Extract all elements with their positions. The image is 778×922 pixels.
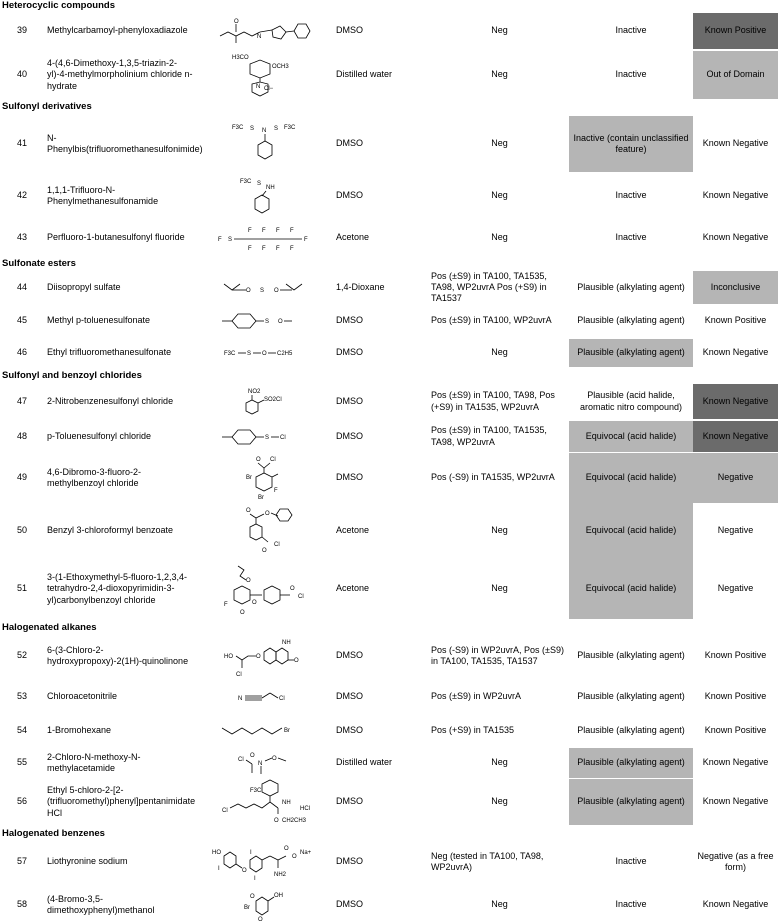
compound-name: Methyl p-toluenesulfonate (47, 315, 151, 326)
compound-name: 3-(1-Ethoxymethyl-5-fluoro-1,2,3,4-tetrahydro-2,4-dioxopyrimidin-3-yl)carbonylbenzoyl chloride (47, 572, 188, 605)
row-number: 41 (16, 138, 27, 149)
expert-review: Known Negative (702, 757, 769, 768)
prediction: Inactive (615, 69, 647, 80)
compound-name: 4-(4,6-Dimethoxy-1,3,5-triazin-2-yl)-4-methylmorpholinium chloride n-hydrate (47, 58, 193, 91)
svg-text:F3C: F3C (284, 125, 296, 131)
compound-name: p-Toluenesulfonyl chloride (47, 430, 152, 441)
svg-text:Cl: Cl (270, 457, 276, 463)
structure-methyl-tosylate (210, 306, 320, 336)
expert-review: Out of Domain (693, 51, 778, 99)
svg-text:Cl−: Cl− (264, 86, 274, 92)
structure-liothyronine (210, 841, 320, 883)
svg-text:OH: OH (274, 893, 283, 899)
svg-text:Na+: Na+ (300, 850, 312, 856)
svg-text:Cl: Cl (274, 542, 280, 548)
row-number: 40 (16, 69, 27, 80)
row-number: 43 (16, 232, 27, 243)
solvent: DMSO (336, 472, 363, 483)
svg-text:O: O (252, 600, 257, 606)
svg-text:S: S (265, 434, 270, 441)
svg-text:O: O (284, 846, 289, 852)
structure-benzyl-chloroformyl-benzoate (210, 503, 320, 559)
ames-result: Pos (-S9) in TA1535, WP2uvrA (431, 472, 555, 483)
solvent: DMSO (336, 650, 363, 661)
structure-bromohexane (210, 715, 320, 747)
row-number: 50 (16, 525, 27, 536)
expert-review: Known Negative (693, 384, 778, 419)
svg-text:O: O (258, 917, 263, 922)
expert-review: Known Negative (702, 899, 769, 910)
row-number: 57 (16, 856, 27, 867)
svg-text:OCH3: OCH3 (272, 64, 289, 70)
table-row (0, 715, 778, 747)
compound-name: 6-(3-Chloro-2-hydroxypropoxy)-2(1H)-quinolinone (47, 644, 189, 666)
table-row (0, 222, 778, 254)
solvent: Acetone (336, 525, 370, 536)
ames-result: Neg (491, 347, 508, 358)
prediction: Plausible (alkylating agent) (577, 725, 685, 736)
compound-name: N-Phenylbis(trifluoromethanesulfonimide) (47, 132, 203, 154)
structure-pentanimidate-hcl (210, 779, 320, 825)
section-sulfonate-esters: Sulfonate esters (2, 258, 76, 269)
compound-name: 2-Chloro-N-methoxy-N-methylacetamide (47, 751, 141, 773)
row-number: 58 (16, 899, 27, 910)
structure-diisopropyl-sulfate (210, 271, 320, 304)
row-number: 47 (16, 395, 27, 406)
svg-text:O: O (246, 287, 251, 294)
prediction: Plausible (alkylating agent) (577, 281, 685, 292)
ames-result: Pos (±S9) in TA100, TA1535, TA98, WP2uvrA (431, 425, 547, 447)
svg-text:O: O (242, 868, 247, 874)
prediction: Equivocal (acid halide) (569, 503, 693, 559)
structure-nitrobenzenesulfonyl-chloride (210, 384, 320, 419)
table-row (0, 384, 778, 419)
svg-text:S: S (228, 237, 233, 243)
solvent: Acetone (336, 583, 370, 594)
svg-text:Cl: Cl (279, 696, 285, 702)
svg-text:O: O (274, 287, 279, 294)
svg-text:O: O (256, 457, 261, 463)
row-number: 48 (16, 430, 27, 441)
structure-ethyl-triflate (210, 339, 320, 367)
compound-name: Perfluoro-1-butanesulfonyl fluoride (47, 232, 185, 243)
expert-review: Known Negative (702, 138, 769, 149)
svg-text:F3C: F3C (224, 351, 236, 357)
prediction: Inactive (615, 232, 647, 243)
svg-text:O: O (262, 351, 267, 357)
ames-result: Neg (491, 190, 508, 201)
table-row (0, 748, 778, 778)
ames-result: Neg (491, 796, 508, 807)
ames-result: Neg (491, 583, 508, 594)
svg-text:O: O (274, 818, 279, 824)
solvent: DMSO (336, 25, 363, 36)
row-number: 42 (16, 190, 27, 201)
structure-triflanilide (210, 173, 320, 219)
row-number: 44 (16, 281, 27, 292)
svg-text:F3C: F3C (232, 125, 244, 131)
svg-text:O: O (290, 586, 295, 592)
prediction: Inactive (contain unclassified feature) (569, 116, 693, 172)
compound-name: 4,6-Dibromo-3-fluoro-2-methylbenzoyl chloride (47, 466, 142, 488)
svg-text:Cl: Cl (298, 594, 304, 600)
ames-result: Neg (491, 25, 508, 36)
table-row (0, 306, 778, 336)
row-number: 52 (16, 650, 27, 661)
svg-text:NH: NH (282, 640, 291, 646)
ames-result: Neg (491, 899, 508, 910)
svg-text:F: F (218, 237, 222, 243)
solvent: DMSO (336, 395, 363, 406)
prediction: Equivocal (acid halide) (569, 559, 693, 619)
svg-text:Br: Br (246, 475, 252, 481)
svg-text:Cl: Cl (236, 672, 242, 678)
compound-name: Liothyronine sodium (47, 856, 128, 867)
section-sulfonyl-derivatives: Sulfonyl derivatives (2, 101, 92, 112)
svg-text:F3C: F3C (250, 788, 262, 794)
ames-result: Pos (±S9) in WP2uvrA (431, 691, 521, 702)
ames-result: Pos (±S9) in TA100, TA98, Pos (+S9) in TA1535, WP2uvrA (431, 390, 555, 412)
table-row (0, 51, 778, 99)
svg-text:CH2CH3: CH2CH3 (282, 818, 307, 824)
solvent: DMSO (336, 315, 363, 326)
structure-chlorohydroxypropoxy-quinolinone (210, 633, 320, 679)
svg-text:O: O (250, 894, 255, 900)
solvent: DMSO (336, 430, 363, 441)
svg-text:O: O (292, 854, 297, 860)
table-row (0, 888, 778, 922)
table-row (0, 503, 778, 559)
expert-review: Known Positive (693, 13, 778, 49)
expert-review: Negative (717, 525, 754, 536)
table-row (0, 271, 778, 304)
ames-result: Neg (491, 757, 508, 768)
table-row (0, 421, 778, 452)
expert-review: Negative (as a free form) (697, 850, 774, 872)
table-row (0, 13, 778, 49)
svg-text:F: F (262, 228, 266, 234)
svg-text:O: O (278, 319, 283, 325)
prediction: Equivocal (acid halide) (569, 453, 693, 503)
structure-fluorouracil-benzoyl-chloride (210, 559, 320, 619)
prediction: Plausible (acid halide, aromatic nitro compound) (579, 390, 683, 412)
row-number: 45 (16, 315, 27, 326)
structure-triazinyl-morpholinium (210, 51, 320, 99)
svg-text:HO: HO (224, 654, 233, 660)
svg-text:SO2Cl: SO2Cl (264, 396, 282, 403)
row-number: 39 (16, 25, 27, 36)
structure-bis-triflimide (210, 116, 320, 172)
solvent: 1,4-Dioxane (336, 281, 385, 292)
expert-review: Negative (693, 453, 778, 503)
svg-text:S: S (257, 181, 262, 187)
solvent: DMSO (336, 899, 363, 910)
prediction: Plausible (alkylating agent) (577, 315, 685, 326)
solvent: DMSO (336, 691, 363, 702)
expert-review: Known Negative (693, 421, 778, 452)
svg-text:N: N (257, 34, 262, 40)
expert-review: Negative (717, 583, 754, 594)
compound-name: Diisopropyl sulfate (47, 281, 121, 292)
ames-result: Neg (491, 525, 508, 536)
svg-text:O: O (246, 578, 251, 584)
prediction: Equivocal (acid halide) (569, 421, 693, 452)
table-row (0, 116, 778, 172)
row-number: 55 (16, 757, 27, 768)
compound-name: 1-Bromohexane (47, 725, 112, 736)
svg-text:F: F (224, 602, 228, 608)
prediction: Plausible (alkylating agent) (569, 779, 693, 825)
svg-text:F: F (274, 488, 278, 494)
compound-name: 2-Nitrobenzenesulfonyl chloride (47, 395, 174, 406)
section-halogenated-alkanes: Halogenated alkanes (2, 622, 97, 633)
svg-text:F: F (304, 237, 308, 243)
compound-name: Methylcarbamoyl-phenyloxadiazole (47, 25, 188, 36)
table-row (0, 173, 778, 219)
table-row (0, 841, 778, 883)
row-number: 46 (16, 347, 27, 358)
ames-result: Pos (±S9) in TA100, TA1535, TA98, WP2uvrA Pos (+S9) in TA1537 (431, 270, 547, 304)
structure-chloroacetonitrile (210, 681, 320, 713)
svg-text:F: F (276, 228, 280, 234)
prediction: Plausible (alkylating agent) (569, 339, 693, 367)
svg-text:O: O (240, 610, 245, 616)
ames-result: Neg (491, 232, 508, 243)
section-heterocyclic: Heterocyclic compounds (2, 0, 115, 11)
ames-result: Neg (tested in TA100, TA98, WP2uvrA) (431, 850, 544, 872)
svg-text:NO2: NO2 (248, 388, 261, 395)
svg-text:O: O (272, 756, 277, 762)
solvent: DMSO (336, 138, 363, 149)
svg-text:O: O (294, 658, 299, 664)
solvent: DMSO (336, 856, 363, 867)
structure-oxadiazole-carbamate (210, 13, 320, 49)
svg-text:F: F (248, 228, 252, 234)
solvent: DMSO (336, 190, 363, 201)
svg-text:O: O (250, 753, 255, 759)
table-row (0, 453, 778, 503)
prediction: Inactive (615, 899, 647, 910)
row-number: 53 (16, 691, 27, 702)
solvent: Distilled water (336, 69, 393, 80)
prediction: Plausible (alkylating agent) (577, 650, 685, 661)
expert-review: Known Positive (704, 650, 767, 661)
svg-text:Cl: Cl (280, 434, 286, 441)
prediction: Plausible (alkylating agent) (577, 691, 685, 702)
svg-text:Br: Br (284, 728, 290, 734)
svg-text:I: I (254, 876, 256, 882)
table-row (0, 339, 778, 367)
svg-text:Br: Br (258, 495, 264, 501)
table-row (0, 779, 778, 825)
svg-text:F: F (290, 228, 294, 234)
section-halogenated-benzenes: Halogenated benzenes (2, 828, 105, 839)
ames-result: Neg (491, 138, 508, 149)
row-number: 49 (16, 472, 27, 483)
svg-text:NH: NH (282, 800, 291, 806)
compound-name: Ethyl 5-chloro-2-[2-(trifluoromethyl)phenyl]pentanimidate HCl (47, 785, 196, 818)
prediction: Inactive (615, 190, 647, 201)
svg-text:S: S (265, 319, 270, 325)
svg-text:O: O (265, 511, 270, 517)
ames-result: Pos (+S9) in TA1535 (431, 725, 514, 736)
svg-text:C2H5: C2H5 (277, 351, 293, 357)
svg-text:F3C: F3C (240, 179, 252, 185)
structure-tosyl-chloride (210, 421, 320, 452)
svg-text:N: N (238, 696, 243, 702)
prediction: Inactive (615, 25, 647, 36)
expert-review: Known Positive (704, 725, 767, 736)
expert-review: Known Positive (704, 691, 767, 702)
structure-dibromo-fluoro-benzoyl-chloride (210, 453, 320, 503)
svg-text:F: F (262, 246, 266, 252)
svg-text:O: O (234, 19, 239, 25)
compound-name: Ethyl trifluoromethanesulfonate (47, 347, 172, 358)
svg-text:F: F (248, 246, 252, 252)
svg-text:F: F (276, 246, 280, 252)
expert-review: Known Negative (702, 190, 769, 201)
table-row (0, 681, 778, 713)
solvent: Distilled water (336, 757, 393, 768)
svg-text:S: S (250, 126, 255, 132)
svg-text:H3CO: H3CO (232, 55, 249, 61)
ames-result: Neg (491, 69, 508, 80)
expert-review: Known Negative (702, 347, 769, 358)
svg-text:I: I (218, 866, 220, 872)
ames-result: Pos (±S9) in TA100, WP2uvrA (431, 315, 552, 326)
svg-text:NH: NH (266, 185, 275, 191)
structure-perfluorobutyl-so2f (210, 222, 320, 254)
solvent: DMSO (336, 725, 363, 736)
structure-bromodimethoxybenzyl-alcohol (210, 888, 320, 922)
svg-text:S: S (247, 351, 252, 357)
ames-result: Pos (-S9) in WP2uvrA, Pos (±S9) in TA100, TA1535, TA1537 (431, 644, 564, 666)
svg-text:HCl: HCl (300, 806, 310, 812)
svg-text:Cl: Cl (238, 757, 244, 763)
svg-text:S: S (260, 287, 265, 294)
table-row (0, 559, 778, 619)
svg-text:NH2: NH2 (274, 872, 287, 878)
compound-name: Chloroacetonitrile (47, 691, 118, 702)
prediction: Plausible (alkylating agent) (569, 748, 693, 778)
svg-text:N: N (262, 128, 267, 134)
solvent: DMSO (336, 796, 363, 807)
expert-review: Known Negative (702, 232, 769, 243)
svg-text:S: S (274, 126, 279, 132)
compound-name: 1,1,1-Trifluoro-N-Phenylmethanesulfonamide (47, 184, 159, 206)
svg-text:F: F (290, 246, 294, 252)
structure-weinreb-chloroacetamide (210, 748, 320, 778)
svg-text:Cl: Cl (222, 808, 228, 814)
svg-text:O: O (246, 508, 251, 514)
row-number: 56 (16, 796, 27, 807)
svg-text:Br: Br (244, 905, 250, 911)
solvent: Acetone (336, 232, 370, 243)
prediction: Inactive (615, 856, 647, 867)
table-row (0, 633, 778, 679)
row-number: 51 (16, 583, 27, 594)
svg-text:HO: HO (212, 850, 221, 856)
expert-review: Inconclusive (693, 271, 778, 304)
compound-name: Benzyl 3-chloroformyl benzoate (47, 525, 174, 536)
solvent: DMSO (336, 347, 363, 358)
row-number: 54 (16, 725, 27, 736)
section-sulfonyl-benzoyl-chlorides: Sulfonyl and benzoyl chlorides (2, 370, 142, 381)
svg-text:O: O (256, 654, 261, 660)
expert-review: Known Positive (704, 315, 767, 326)
svg-text:O: O (262, 548, 267, 554)
compound-name: (4-Bromo-3,5-dimethoxyphenyl)methanol (47, 893, 155, 915)
expert-review: Known Negative (702, 796, 769, 807)
svg-text:I: I (250, 850, 252, 856)
svg-text:N: N (258, 761, 263, 767)
svg-text:N: N (256, 84, 261, 90)
